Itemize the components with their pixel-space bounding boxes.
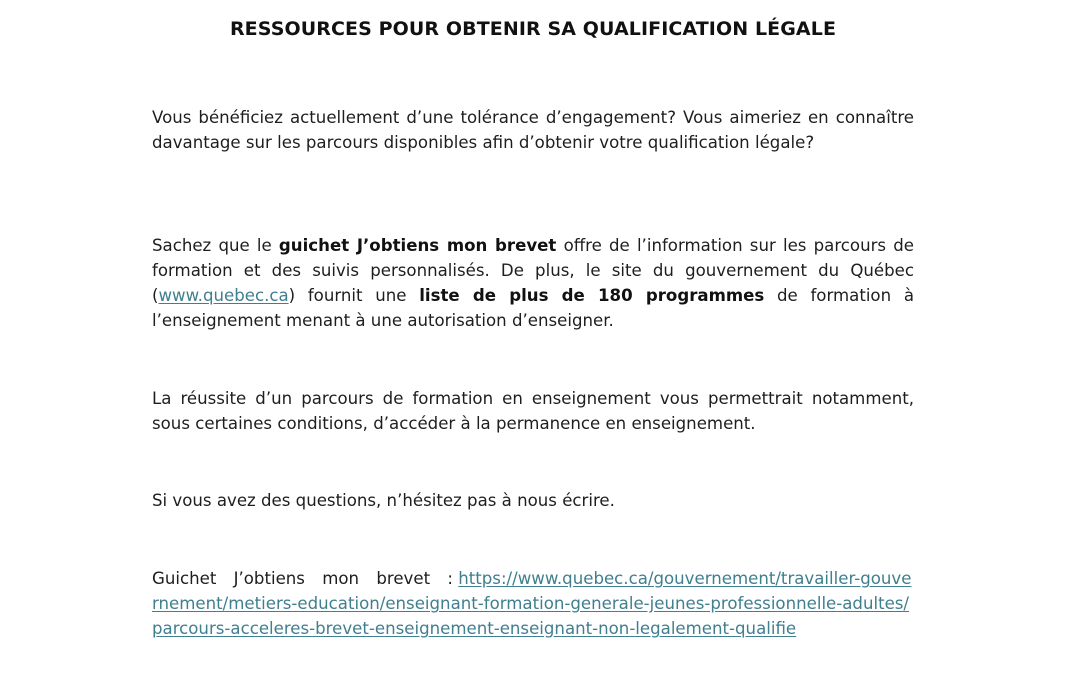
- resources-text-3: ) fournit une: [288, 286, 420, 305]
- benefit-paragraph: La réussite d’un parcours de formation en enseignement vous permettrait notamment, sous certaines conditions, d’accéder à la permanence en enseignement.: [152, 389, 914, 433]
- resources-text-2: offre de l’information sur les parcours de formation et des suivis personnalisés. De plus, le site du gouvernement du Québec (: [152, 236, 914, 305]
- guichet-url-link[interactable]: https://www.quebec.ca/gouvernement/travailler-gouvernement/metiers-education/enseignant-formation-generale-jeunes-professionnelle-adultes/parcours-acceleres-brevet-enseignement-enseignant-non-legalement-qualifie: [152, 569, 912, 638]
- guichet-name-bold: guichet J’obtiens mon brevet: [278, 236, 557, 255]
- guichet-link-paragraph: [152, 566, 914, 641]
- page-title: RESSOURCES POUR OBTENIR SA QUALIFICATION LÉGALE: [229, 18, 837, 40]
- quebec-site-link[interactable]: www.quebec.ca: [158, 286, 289, 305]
- questions-paragraph: Si vous avez des questions, n’hésitez pas à nous écrire.: [152, 491, 615, 510]
- program-list-bold: liste de plus de 180 programmes: [419, 286, 765, 305]
- guichet-label: Guichet J’obtiens mon brevet :: [152, 569, 453, 588]
- resources-paragraph: [152, 233, 914, 333]
- intro-paragraph: Vous bénéficiez actuellement d’une tolérance d’engagement? Vous aimeriez en connaître davantage sur les parcours disponibles afin d’obtenir votre qualification légale?: [152, 108, 914, 152]
- resources-text-1: Sachez que le: [152, 236, 279, 255]
- resources-text-4: de formation à l’enseignement menant à une autorisation d’enseigner.: [152, 286, 914, 330]
